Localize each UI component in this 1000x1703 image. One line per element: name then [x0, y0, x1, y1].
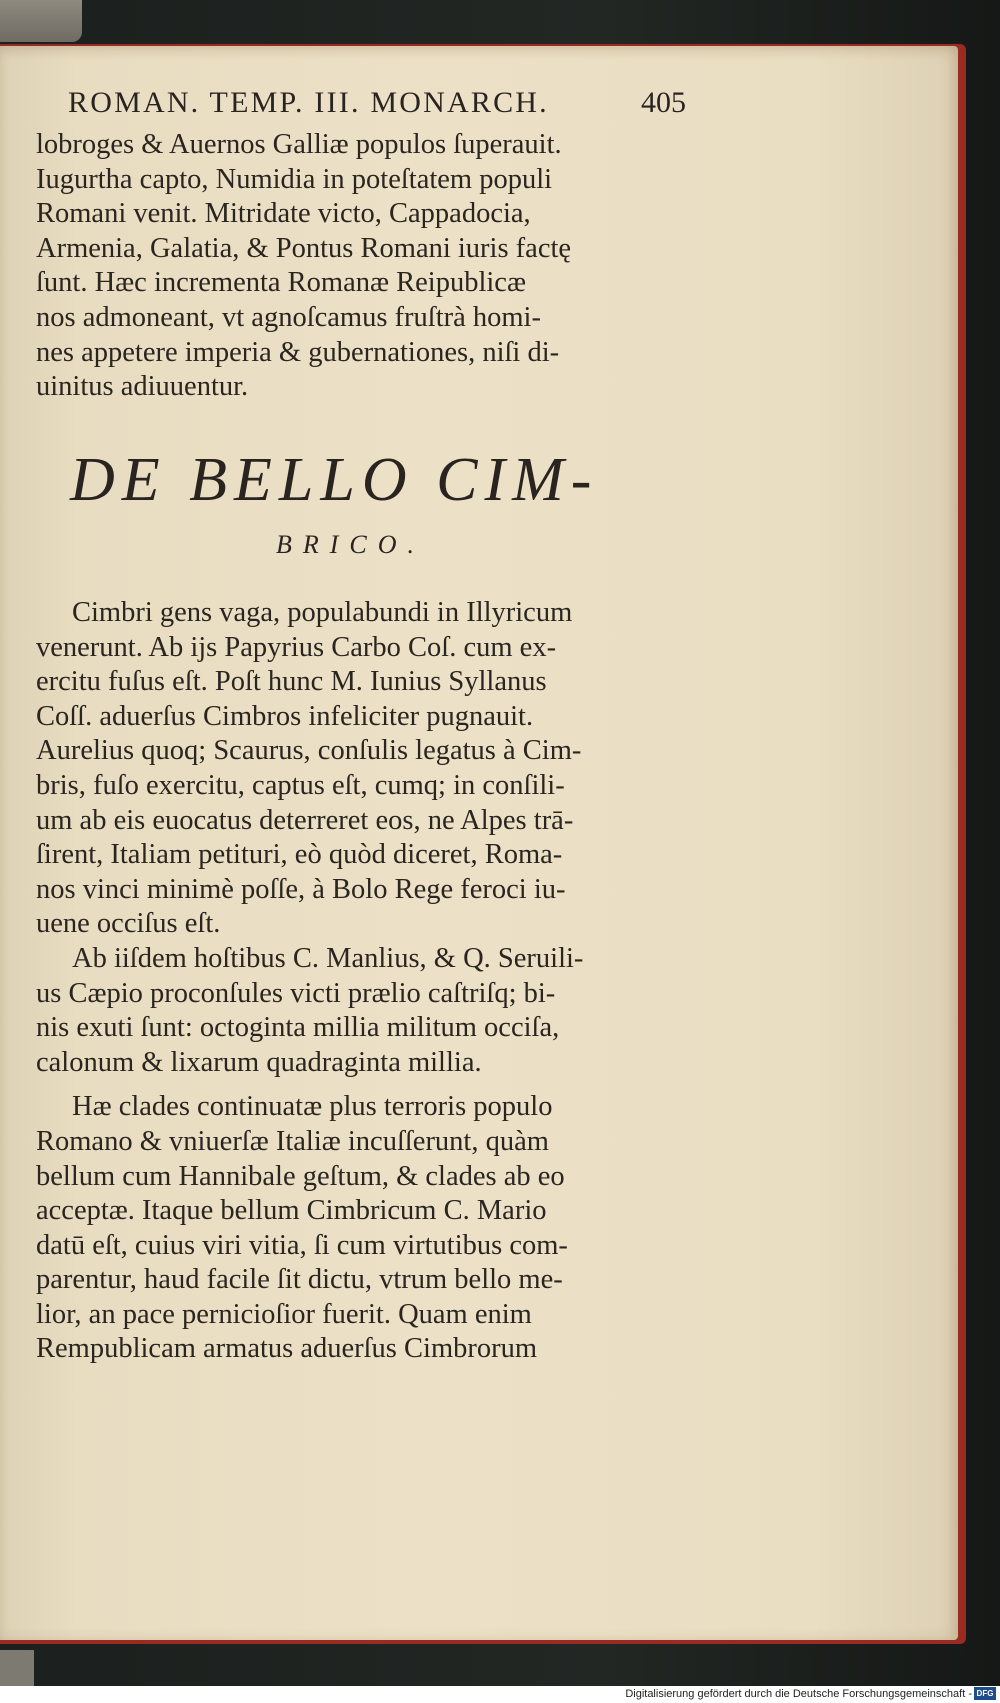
section-subheading: BRICO.: [276, 530, 426, 559]
text-line: Aurelius quoq; Scaurus, conſulis legatus à Cim-: [36, 735, 582, 767]
page-number: 405: [641, 86, 686, 119]
text-line: Romani venit. Mitridate victo, Cappadocia,: [36, 198, 531, 230]
text-line: bris, fuſo exercitu, captus eſt, cumq; in conſili-: [36, 769, 565, 801]
dfg-logo: DFG: [974, 1687, 996, 1700]
text-line: um ab eis euocatus deterreret eos, ne Alpes trā-: [36, 804, 574, 836]
text-line: uinitus adiuuentur.: [36, 371, 249, 403]
running-head: ROMAN. TEMP. III. MONARCH.: [68, 86, 549, 119]
text-line: ſunt. Hæc incrementa Romanæ Reipublicæ: [36, 267, 526, 299]
text-line: nos vinci minimè poſſe, à Bolo Rege feroci iu-: [36, 873, 566, 905]
footer-credit: Digitalisierung gefördert durch die Deutsche Forschungsgemeinschaft -: [625, 1688, 972, 1700]
text-line: lior, an pace pernicioſior fuerit. Quam enim: [36, 1298, 532, 1330]
text-line: nis exuti ſunt: octoginta millia militum occiſa,: [36, 1012, 560, 1044]
text-line: Romano & vniuerſæ Italiæ incuſſerunt, quàm: [36, 1125, 549, 1157]
text-line: calonum & lixarum quadraginta millia.: [36, 1046, 482, 1078]
text-line: Coſſ. aduerſus Cimbros infeliciter pugnauit.: [36, 700, 534, 732]
text-line: datū eſt, cuius viri vitia, ſi cum virtutibus com-: [36, 1229, 568, 1261]
text-line: Iugurtha capto, Numidia in poteſtatem populi: [36, 163, 553, 195]
top-text-block: [36, 128, 676, 405]
text-line: nes appetere imperia & gubernationes, niſi di-: [36, 336, 560, 368]
paragraph: [36, 596, 676, 942]
text-line: bellum cum Hannibale geſtum, & clades ab eo: [36, 1160, 565, 1192]
text-line: uene occiſus eſt.: [36, 908, 221, 940]
section-heading: DE BELLO CIM-: [70, 446, 599, 514]
text-line: Armenia, Galatia, & Pontus Romani iuris factę: [36, 232, 572, 264]
paragraph: [36, 1090, 676, 1367]
book-bottom-edge: [0, 1650, 34, 1690]
text-line: us Cæpio proconſules victi prælio caſtriſq; bi-: [36, 977, 556, 1009]
text-line: ſirent, Italiam petituri, eò quòd diceret, Roma-: [36, 839, 563, 871]
text-line: venerunt. Ab ijs Papyrius Carbo Coſ. cum ex-: [36, 631, 557, 663]
paragraph: [36, 942, 676, 1080]
text-line: Rempublicam armatus aduerſus Cimbrorum: [36, 1333, 538, 1365]
text-line: parentur, haud facile ſit dictu, vtrum bello me-: [36, 1264, 563, 1296]
text-line: Hæ clades continuatæ plus terroris populo: [72, 1091, 553, 1123]
book-spine-edge: [0, 0, 82, 42]
text-line: ercitu fuſus eſt. Poſt hunc M. Iunius Syllanus: [36, 666, 547, 698]
text-line: acceptæ. Itaque bellum Cimbricum C. Mario: [36, 1195, 547, 1227]
text-line: nos admoneant, vt agnoſcamus fruſtrà homi-: [36, 301, 541, 333]
text-line: Cimbri gens vaga, populabundi in Illyricum: [72, 597, 573, 628]
text-line: lobroges & Auernos Galliæ populos ſuperauit.: [36, 129, 562, 160]
text-line: Ab iiſdem hoſtibus C. Manlius, & Q. Seruili-: [72, 942, 584, 974]
body-text-block: [36, 596, 676, 1367]
paragraph-gap: [36, 1080, 676, 1090]
